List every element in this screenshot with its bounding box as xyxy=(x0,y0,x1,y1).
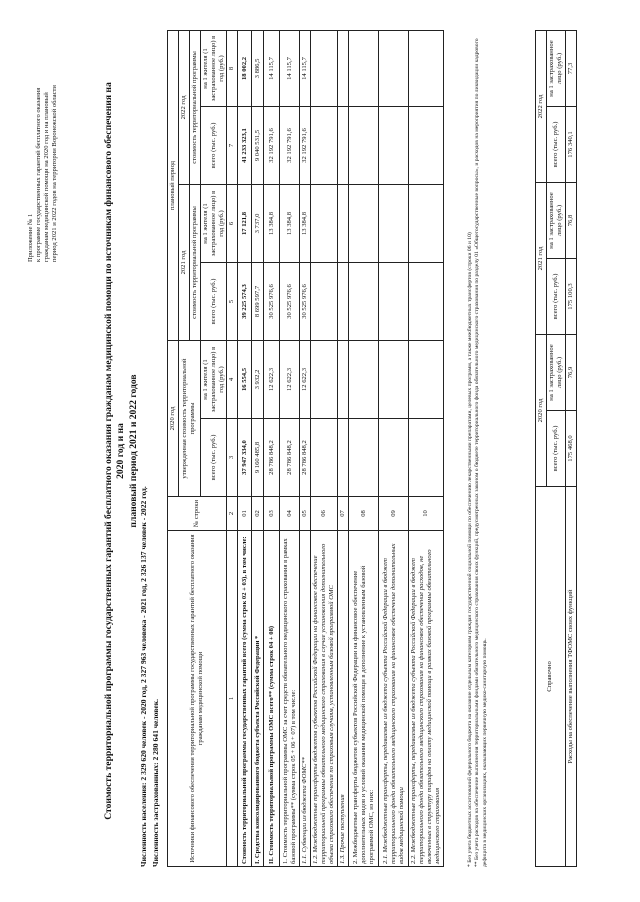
appendix-line: гражданам медицинской помощи на 2020 год и на плановый xyxy=(43,92,51,262)
value-cell xyxy=(349,419,379,497)
appendix-line: к программе государственных гарантий бесплатного оказания xyxy=(35,87,43,262)
value-cell xyxy=(311,107,338,185)
value-cell xyxy=(338,341,349,419)
title-line: плановый период 2021 и 2022 годов xyxy=(127,374,139,528)
value-cell: 9 160 485,8 xyxy=(252,419,264,497)
header-total: всего (тыс. руб.) xyxy=(200,419,227,497)
value-cell: 12 622,3 xyxy=(264,341,280,419)
table-row xyxy=(311,30,338,866)
value-cell xyxy=(379,107,409,185)
column-number: 2 xyxy=(227,497,238,531)
reference-row-label: Расходы на обеспечение выполнения ТФОМС своих функций xyxy=(565,487,576,867)
row-label: 1. Стоимость территориальной программы ОМС за счет средств обязательного медицинского страхования в рамках базовой программы** (сумма строк 05 + 06 + 07) в том числе: xyxy=(280,531,300,867)
value-cell xyxy=(409,263,444,341)
reference-per-insured-header: на 1 застрахованное лицо (руб.) xyxy=(546,183,565,259)
table-row xyxy=(300,30,311,866)
value-cell: 18 002,2 xyxy=(238,30,252,106)
row-label: 2.1. Межбюджетные трансферты, передаваемые из бюджета субъекта Российской Федерации в бюджет территориального фонда обязательного медицинского страхования на финансовое обеспечение дополнительных видов медицинской помощи xyxy=(379,531,409,867)
value-cell: 30 525 976,6 xyxy=(264,263,280,341)
value-cell xyxy=(349,107,379,185)
value-cell: 17 121,8 xyxy=(238,185,252,263)
reference-total-header: всего (тыс. руб.) xyxy=(546,107,565,183)
header-source: Источники финансового обеспечения территориальной программы государственных гарантий бесплатного оказания гражданам медицинской помощи xyxy=(168,531,227,867)
reference-value: 175 468,0 xyxy=(565,411,576,487)
value-cell: 28 786 848,2 xyxy=(300,419,311,497)
header-total: всего (тыс. руб.) xyxy=(200,263,227,341)
value-cell xyxy=(338,263,349,341)
value-cell: 39 225 574,3 xyxy=(238,263,252,341)
value-cell: 3 886,5 xyxy=(252,30,264,106)
appendix-note xyxy=(27,27,59,262)
header-per-capita: на 1 жителя (1 застрахованное лицо) в год (руб.) xyxy=(200,341,227,419)
row-label: 1.2. Межбюджетные трансферты бюджетов субъектов Российской Федерации на финансовое обеспечение территориальной программы обязательного медицинского страхования в случае установления дополнительного объема страхового обеспечения по страховым случаям, установленным базовой программой ОМС xyxy=(311,531,338,867)
header-per-capita: на 1 жителя (1 застрахованное лицо) в год (руб.) xyxy=(200,30,227,106)
value-cell xyxy=(379,30,409,106)
value-cell: 32 192 791,6 xyxy=(264,107,280,185)
column-number: 8 xyxy=(227,30,238,106)
reference-total-header: всего (тыс. руб.) xyxy=(546,259,565,335)
table-row xyxy=(264,30,280,866)
row-label: I. Средства консолидированного бюджета субъекта Российской Федерации * xyxy=(252,531,264,867)
column-number: 7 xyxy=(227,107,238,185)
value-cell: 41 233 323,1 xyxy=(238,107,252,185)
table-row xyxy=(238,30,252,866)
header-program-cost-2022: стоимость территориальной программы xyxy=(189,30,200,184)
reference-table xyxy=(535,30,577,867)
value-cell: 12 622,3 xyxy=(300,341,311,419)
value-cell xyxy=(409,419,444,497)
value-cell xyxy=(379,419,409,497)
value-cell xyxy=(379,263,409,341)
reference-year: 2020 год xyxy=(536,335,547,487)
value-cell xyxy=(311,341,338,419)
value-cell xyxy=(338,107,349,185)
value-cell xyxy=(349,185,379,263)
row-code: 03 xyxy=(264,497,280,531)
reference-per-insured-header: на 1 застрахованное лицо (руб.) xyxy=(546,31,565,107)
value-cell: 8 699 597,7 xyxy=(252,263,264,341)
value-cell: 12 622,3 xyxy=(280,341,300,419)
row-code: 10 xyxy=(409,497,444,531)
value-cell: 37 947 334,0 xyxy=(238,419,252,497)
reference-total-header: всего (тыс. руб.) xyxy=(546,411,565,487)
column-number: 4 xyxy=(227,341,238,419)
value-cell: 13 384,8 xyxy=(280,185,300,263)
reference-value: 76,8 xyxy=(565,183,576,259)
value-cell xyxy=(349,30,379,106)
footnote: ** Без учета расходов на обеспечение выполнения территориальными фондами обязательного медицинского страхования своих функций, предусмотренных законом о бюджете территориального фонда обязательного медицинского страхования по разделу 01 «Общегосударственные вопросы», и расходов на мероприятия по ликвидации кадрового дефицита в медицинских организациях, оказывающих первичную медико-санитарную помощь. xyxy=(474,38,488,867)
reference-value: 175 100,3 xyxy=(565,259,576,335)
document-title xyxy=(103,81,140,821)
value-cell xyxy=(379,185,409,263)
row-label: 2. Межбюджетные трансферты бюджетов субъектов Российской Федерации на финансовое обеспечение дополнительных видов и условий оказания медицинской помощи в дополнение к установленным базовой программой ОМС, из них: xyxy=(349,531,379,867)
header-approved-cost: утвержденная стоимость территориальной программы xyxy=(178,341,200,497)
value-cell: 9 040 531,5 xyxy=(252,107,264,185)
column-number: 1 xyxy=(227,531,238,867)
value-cell: 3 932,2 xyxy=(252,341,264,419)
value-cell xyxy=(409,30,444,106)
value-cell xyxy=(379,341,409,419)
header-planned-period: плановый период xyxy=(168,30,179,340)
row-code: 08 xyxy=(349,497,379,531)
row-code: 04 xyxy=(280,497,300,531)
reference-year: 2021 год xyxy=(536,183,547,335)
value-cell xyxy=(409,107,444,185)
value-cell: 3 737,0 xyxy=(252,185,264,263)
row-code: 05 xyxy=(300,497,311,531)
row-label: 2.2. Межбюджетные трансферты, передаваемые из бюджета субъекта Российской Федерации в бюджет территориального фонда обязательного медицинского страхования на финансовое обеспечение расходов, не включенных в структуру тарифов на оплату медицинской помощи в рамках базовой программы обязательного медицинского страхования xyxy=(409,531,444,867)
value-cell xyxy=(338,185,349,263)
table-row xyxy=(280,30,300,866)
value-cell: 30 525 976,6 xyxy=(300,263,311,341)
header-row-number: № строки xyxy=(168,497,227,531)
reference-year: 2022 год xyxy=(536,31,547,183)
reference-value: 76,9 xyxy=(565,335,576,411)
reference-per-insured-header: на 1 застрахованное лицо (руб.) xyxy=(546,335,565,411)
column-number: 6 xyxy=(227,185,238,263)
value-cell xyxy=(409,341,444,419)
value-cell: 28 786 848,2 xyxy=(264,419,280,497)
footnote: * Без учета бюджетных ассигнований федерального бюджета на оказание отдельным категориям граждан государственной социальной помощи по обеспечению лекарственными препаратами, целевых программ, а также межбюджетных трансфертов (строки 06 и 10) xyxy=(467,232,473,867)
appendix-line: Приложение № 1 xyxy=(27,213,34,262)
header-program-cost-2021: стоимость территориальной программы xyxy=(189,185,200,341)
value-cell xyxy=(338,419,349,497)
cost-table-body xyxy=(238,30,443,866)
table-row xyxy=(409,30,444,866)
value-cell: 13 384,8 xyxy=(300,185,311,263)
value-cell xyxy=(409,185,444,263)
value-cell xyxy=(311,419,338,497)
value-cell: 32 192 791,6 xyxy=(300,107,311,185)
insured-text: Численность застрахованных: 2 280 641 человек. xyxy=(151,698,160,867)
value-cell: 28 786 848,2 xyxy=(280,419,300,497)
document-sheet xyxy=(21,21,619,881)
header-year-2022: 2022 год xyxy=(178,30,189,184)
reference-value: 176 340,1 xyxy=(565,107,576,183)
value-cell: 13 384,8 xyxy=(264,185,280,263)
row-code: 09 xyxy=(379,497,409,531)
value-cell: 16 554,5 xyxy=(238,341,252,419)
row-label: II. Стоимость территориальной программы ОМС всего** (сумма строк 04 + 08) xyxy=(264,531,280,867)
population-text: Численность населения: 2 329 620 человек - 2020 год, 2 327 963 человека - 2021 год, 2 326 137 человек - 2022 год. xyxy=(139,486,148,867)
header-year-2021: 2021 год xyxy=(178,185,189,341)
value-cell xyxy=(349,341,379,419)
appendix-line: период 2021 и 2022 годов на территории Воронежской области xyxy=(51,85,59,262)
table-row xyxy=(349,30,379,866)
row-label: Стоимость территориальной программы государственных гарантий всего (сумма строк 02 + 03), в том числе: xyxy=(238,531,252,867)
header-year-2020: 2020 год xyxy=(168,341,179,497)
value-cell: 14 115,7 xyxy=(264,30,280,106)
header-per-capita: на 1 жителя (1 застрахованное лицо) в год (руб.) xyxy=(200,185,227,263)
row-code: 06 xyxy=(311,497,338,531)
value-cell: 30 525 976,6 xyxy=(280,263,300,341)
table-row xyxy=(379,30,409,866)
row-label: 1.3. Прочие поступления xyxy=(338,531,349,867)
value-cell xyxy=(311,185,338,263)
row-code: 02 xyxy=(252,497,264,531)
value-cell: 14 115,7 xyxy=(300,30,311,106)
value-cell xyxy=(311,263,338,341)
reference-label: Справочно xyxy=(536,487,566,867)
row-code: 07 xyxy=(338,497,349,531)
value-cell xyxy=(311,30,338,106)
column-number: 3 xyxy=(227,419,238,497)
row-code: 01 xyxy=(238,497,252,531)
cost-table xyxy=(167,30,444,867)
footnotes xyxy=(467,31,489,867)
value-cell: 14 115,7 xyxy=(280,30,300,106)
title-line: Стоимость территориальной программы государственных гарантий бесплатного оказания гражданам медицинской помощи по источникам финансового обеспечения на 2020 год и на xyxy=(103,82,127,820)
column-number: 5 xyxy=(227,263,238,341)
value-cell xyxy=(349,263,379,341)
table-row xyxy=(252,30,264,866)
row-label: 1.1. Субвенции из бюджета ФОМС** xyxy=(300,531,311,867)
table-row xyxy=(338,30,349,866)
header-total: всего (тыс. руб.) xyxy=(200,107,227,185)
value-cell: 32 192 791,6 xyxy=(280,107,300,185)
reference-value: 77,3 xyxy=(565,31,576,107)
value-cell xyxy=(338,30,349,106)
